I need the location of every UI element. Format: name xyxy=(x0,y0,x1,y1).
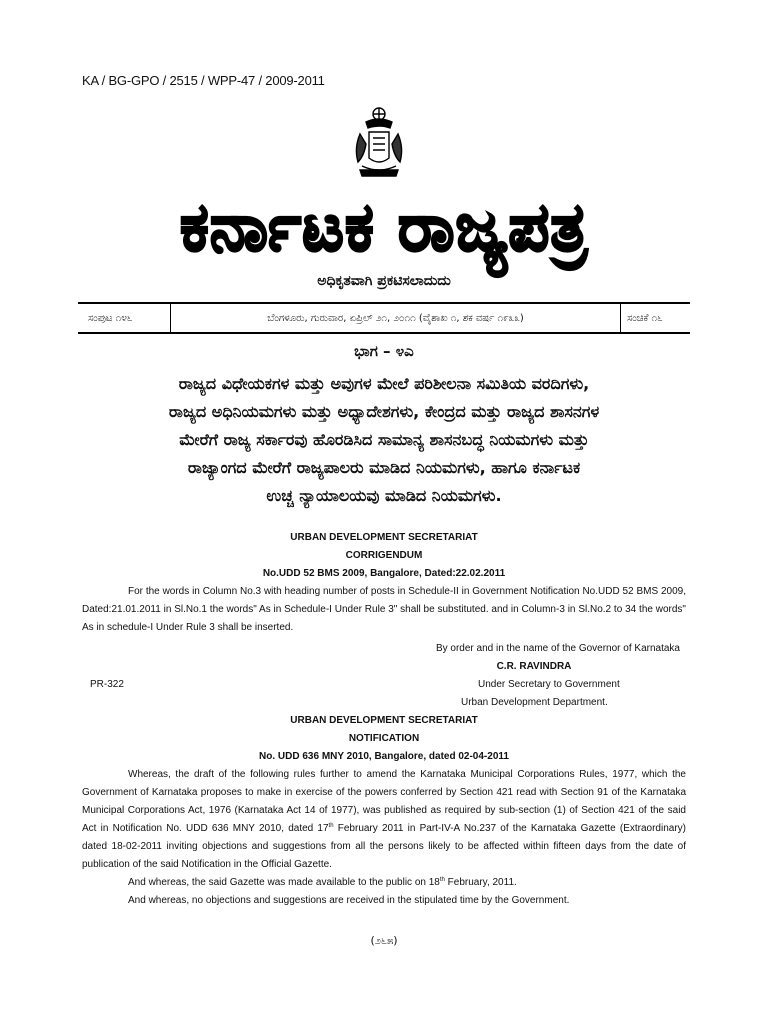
section-description-line: ಮೇರೆಗೆ ರಾಜ್ಯ ಸರ್ಕಾರವು ಹೊರಡಿಸಿದ ಸಾಮಾನ್ಯ ಶಾಸನಬದ್ಧ ನಿಯಮಗಳು ಮತ್ತು xyxy=(179,430,589,449)
notification-section xyxy=(82,712,686,910)
pr-code: PR-322 xyxy=(90,679,124,690)
notification-paragraph-3: And whereas, no objections and suggestions are received in the stipulated time by the Government. xyxy=(128,895,570,906)
section-description-line: ರಾಜ್ಯದ ಅಧಿನಿಯಮಗಳು ಮತ್ತು ಅಧ್ಯಾದೇಶಗಳು, ಕೇಂದ್ರದ ಮತ್ತು ರಾಜ್ಯದ ಶಾಸನಗಳ xyxy=(168,402,600,421)
corrigendum-reference: No.UDD 52 BMS 2009, Bangalore, Dated:22.02.2011 xyxy=(262,568,506,579)
signature-row xyxy=(82,676,686,694)
text-span: And whereas, the said Gazette was made available to the public on 18 xyxy=(128,877,440,888)
ordinal-suffix: th xyxy=(328,823,334,829)
section-description-line: ಉಚ್ಚ ನ್ಯಾಯಾಲಯವು ಮಾಡಿದ ನಿಯಮಗಳು. xyxy=(266,486,502,505)
corrigendum-body: For the words in Column No.3 with heading number of posts in Schedule-II in Government Notification No.UDD 52 BMS 2009, Dated:21.01.2011 in Sl.No.1 the words" As in Schedule-I Under Rule 3" shall be substituted. and in Column-3 in Sl.No.2 to 34 the words" As in schedule-I Under Rule 3 shall be inserted. xyxy=(82,586,686,633)
gazette-masthead-title: ಕರ್ನಾಟಕ ರಾಜ್ಯಪತ್ರ xyxy=(180,189,588,267)
gazette-reference: KA / BG-GPO / 2515 / WPP-47 / 2009-2011 xyxy=(82,73,325,88)
page-number-mark: (೨೬೫) xyxy=(370,934,398,947)
authority-line: ಅಧಿಕೃತವಾಗಿ ಪ್ರಕಟಿಸಲಾದುದು xyxy=(317,273,451,289)
section-description-line: ರಾಜ್ಯಾಂಗದ ಮೇರೆಗೆ ರಾಜ್ಯಪಾಲರು ಮಾಡಿದ ನಿಯಮಗಳು, ಹಾಗೂ ಕರ್ನಾಟಕ xyxy=(187,458,581,477)
issue-number: ಸಂಚಿಕೆ ೧೬ xyxy=(627,312,663,324)
order-line: By order and in the name of the Governor of Karnataka xyxy=(435,643,680,654)
text-span: February, 2011. xyxy=(444,877,517,888)
corrigendum-title: CORRIGENDUM xyxy=(345,550,423,561)
corrigendum-section xyxy=(82,529,686,712)
volume-number: ಸಂಪುಟ ೧೪೬ xyxy=(78,304,171,332)
signatory-department: Urban Development Department. xyxy=(461,697,608,708)
state-emblem-icon xyxy=(340,104,418,182)
text-span: February 2011 in Part-IV-A No.237 of the Karnataka Gazette (Extraordinary) dated 18-02-2011 inviting objections and suggestions from all the persons likely to be affected within fifteen days from the date of publication of the said Notification in the Official Gazette. xyxy=(82,823,687,870)
section-description xyxy=(72,370,696,510)
notification-reference: No. UDD 636 MNY 2010, Bangalore, dated 02-04-2011 xyxy=(259,751,509,762)
text-span: Whereas, the draft of the following rules further to amend the Karnataka Municipal Corporations Rules, 1977, which the Government of Karnataka proposes to make in exercise of the powers conferred by Section 421 read with Section 91 of the Karnataka Municipal Corporations Act, 1976 (Karnataka Act 14 of 1977), was published as required by sub-section (1) of Section 421 of the said Act in Notification No. UDD 636 MNY 2010, dated 17 xyxy=(82,769,686,834)
notification-title: NOTIFICATION xyxy=(348,733,420,744)
notification-department: URBAN DEVELOPMENT SECRETARIAT xyxy=(290,715,478,726)
publication-date: ಬೆಂಗಳೂರು, ಗುರುವಾರ, ಏಪ್ರಿಲ್ ೨೧, ೨೦೧೧ (ವೈಶಾಖ ೧, ಶಕ ವರ್ಷ ೧೯೩೩) xyxy=(171,304,621,332)
signatory-designation: Under Secretary to Government xyxy=(478,679,620,690)
notification-paragraph-1 xyxy=(82,766,686,874)
part-heading: ಭಾಗ – ೪ಎ xyxy=(354,342,414,360)
ordinal-suffix: th xyxy=(439,877,445,883)
notification-paragraph-2 xyxy=(82,874,686,892)
issue-info-bar xyxy=(78,302,690,334)
section-description-line: ರಾಜ್ಯದ ವಿಧೇಯಕಗಳ ಮತ್ತು ಅವುಗಳ ಮೇಲೆ ಪರಿಶೀಲನಾ ಸಮಿತಿಯ ವರದಿಗಳು, xyxy=(178,374,590,393)
signatory-name: C.R. RAVINDRA xyxy=(496,661,572,672)
corrigendum-department: URBAN DEVELOPMENT SECRETARIAT xyxy=(290,532,478,543)
